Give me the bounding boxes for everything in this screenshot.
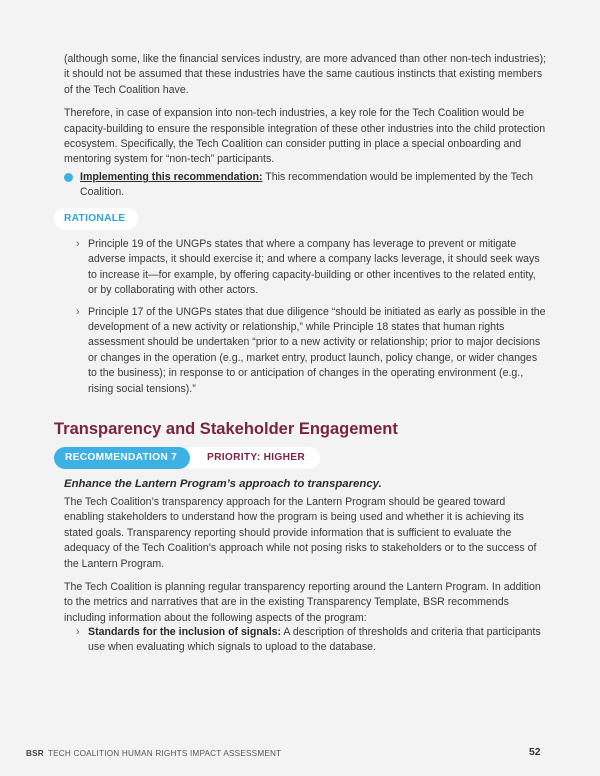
- recommendation-body: [64, 495, 548, 626]
- chevron-right-icon: ›: [76, 626, 80, 638]
- section-title: Transparency and Stakeholder Engagement: [54, 420, 398, 438]
- implementation-lead: Implementing this recommendation:: [80, 171, 263, 183]
- footer-brand: BSR: [26, 749, 44, 758]
- intro-section: [64, 52, 548, 168]
- intro-paragraph-1: (although some, like the financial services industry, are more advanced than other non-tech industries); it should not be assumed that these industries have the same cautious instincts that existing members of the Tech Coalition have.: [64, 53, 547, 96]
- aspect-bullet-lead: Standards for the inclusion of signals:: [88, 626, 282, 638]
- page-number: 52: [529, 747, 541, 758]
- recommendation-subhead: Enhance the Lantern Program’s approach to transparency.: [64, 478, 382, 490]
- rationale-bullet-1: Principle 19 of the UNGPs states that where a company has leverage to prevent or mitigate adverse impacts, it should exercise it; and where a company lacks leverage, it should seek ways to increase it—for example, by offering capacity-building or other incentives to the related entity, or by collaborating with other actors.: [88, 238, 540, 297]
- recommendation-badge: RECOMMENDATION 7: [54, 447, 190, 469]
- recommendation-paragraph-2: The Tech Coalition is planning regular transparency reporting around the Lantern Program. In addition to the metrics and narratives that are in the existing Transparency Template, BSR recommends including information about the following aspects of the program:: [64, 581, 541, 624]
- priority-badge: PRIORITY: HIGHER: [180, 447, 320, 469]
- blue-dot-icon: [64, 173, 73, 182]
- chevron-right-icon: ›: [76, 238, 80, 250]
- list-item: [76, 305, 546, 397]
- implementation-text: This recommendation would be implemented by the Tech Coalition.: [80, 171, 533, 199]
- recommendation-paragraph-1: The Tech Coalition’s transparency approach for the Lantern Program should be geared toward enabling stakeholders to understand how the program is being used and whether it is achieving its stated goals. Transparency reporting should provide information that is sufficient to evaluate the adequacy of the Tech Coalition’s approach while not posing risks to stakeholders or to the success of the Lantern Program.: [64, 496, 537, 570]
- rationale-bullet-2: Principle 17 of the UNGPs states that due diligence “should be initiated as early as possible in the development of a new activity or relationship,” while Principle 18 states that human rights assessment should be undertaken “prior to a new activity or relationship; prior to major decisions or changes in the operation (e.g., market entry, product launch, policy change, or wider changes to the business); in response to or anticipation of changes in the operating environment (e.g., rising social tensions).”: [88, 305, 546, 395]
- aspect-bullet-1: [88, 625, 546, 656]
- implementation-paragraph: [64, 170, 534, 201]
- chevron-right-icon: ›: [76, 305, 80, 318]
- page-footer: [26, 749, 546, 758]
- implementation-note: [64, 170, 534, 201]
- aspect-bullet-text: A description of thresholds and criteria that participants use when evaluating which signals to upload to the database.: [88, 626, 541, 654]
- rationale-list: [76, 237, 546, 403]
- footer-title: TECH COALITION HUMAN RIGHTS IMPACT ASSESSMENT: [47, 749, 282, 758]
- aspects-list: [76, 625, 546, 662]
- list-item: [76, 237, 546, 299]
- list-item: [76, 625, 546, 656]
- rationale-badge: RATIONALE: [54, 208, 138, 230]
- intro-paragraph-2: Therefore, in case of expansion into non-tech industries, a key role for the Tech Coalition would be capacity-building to ensure the responsible integration of these other industries into the child protection ecosystem. Specifically, the Tech Coalition can consider putting in place a special onboarding and mentoring system for “non-tech” participants.: [64, 107, 546, 166]
